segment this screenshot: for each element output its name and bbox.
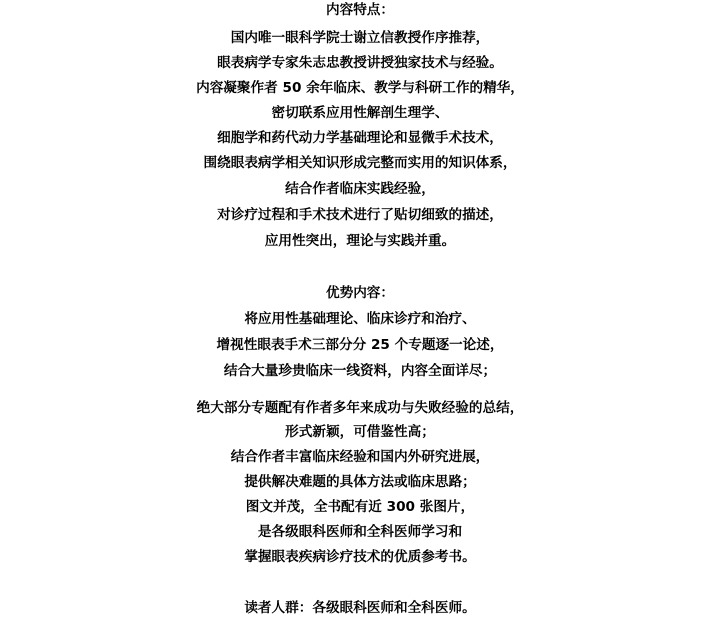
text-line: 绝大部分专题配有作者多年来成功与失败经验的总结， <box>196 400 524 416</box>
section-heading-advantages: 优势内容： <box>325 285 395 301</box>
text-line: 应用性突出，理论与实践并重。 <box>264 233 456 249</box>
text-line: 是各级眼科医师和全科医师学习和 <box>257 524 463 540</box>
text-line: 细胞学和药代动力学基础理论和显微手术技术， <box>217 130 503 146</box>
text-line: 结合大量珍贵临床一线资料，内容全面详尽； <box>223 363 497 379</box>
text-line: 掌握眼表疾病诊疗技术的优质参考书。 <box>244 549 476 565</box>
section-heading-features: 内容特点： <box>325 2 395 18</box>
readers-line: 读者人群：各级眼科医师和全科医师。 <box>244 600 476 616</box>
text-line: 眼表病学专家朱志忠教授讲授独家技术与经验。 <box>217 55 503 71</box>
text-line: 结合作者临床实践经验， <box>285 181 435 197</box>
text-line: 增视性眼表手术三部分分 25 个专题逐一论述， <box>216 337 504 353</box>
text-line: 形式新颖，可借鉴性高； <box>285 424 435 440</box>
text-line: 国内唯一眼科学院士谢立信教授作序推荐， <box>230 30 490 46</box>
text-line: 对诊疗过程和手术技术进行了贴切细致的描述， <box>217 207 503 223</box>
text-line: 将应用性基础理论、临床诊疗和治疗、 <box>244 311 476 327</box>
text-line: 围绕眼表病学相关知识形成完整而实用的知识体系， <box>203 155 517 171</box>
text-line: 提供解决难题的具体方法或临床思路； <box>244 474 476 490</box>
text-line: 密切联系应用性解剖生理学、 <box>271 105 449 121</box>
text-line: 图文并茂，全书配有近 300 张图片， <box>245 499 475 515</box>
text-line: 结合作者丰富临床经验和国内外研究进展， <box>230 449 490 465</box>
text-line: 内容凝聚作者 50 余年临床、教学与科研工作的精华， <box>196 80 524 96</box>
